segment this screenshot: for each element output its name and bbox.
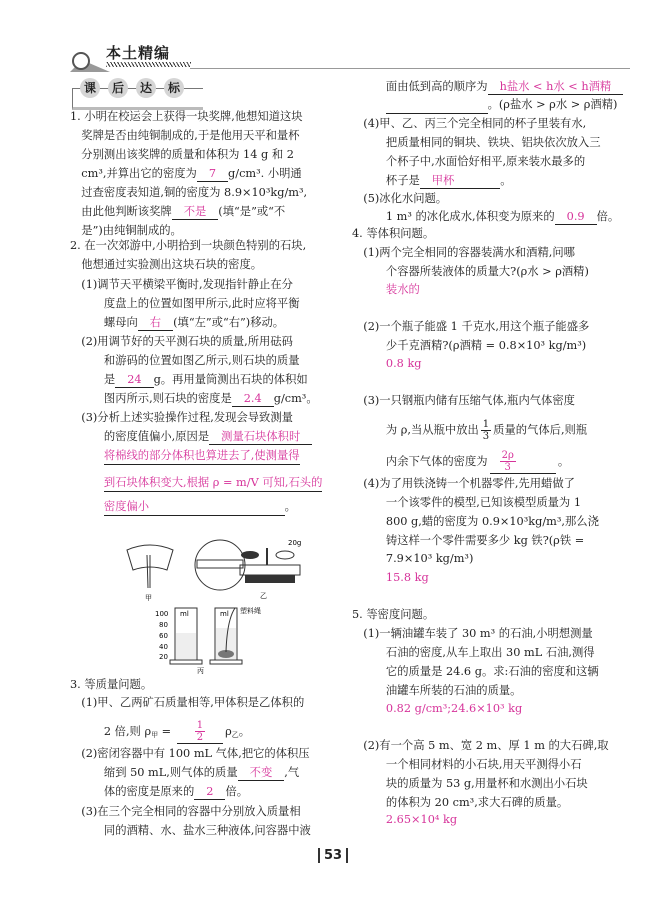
answer-blank: 不是 <box>172 205 219 220</box>
title-hatch <box>106 62 191 67</box>
text-line <box>70 765 299 781</box>
text-segment: (2)有一个高 5 m、宽 2 m、厚 1 m 的大石碑,取 <box>352 739 609 752</box>
text-segment: 。 <box>238 725 251 738</box>
text-segment: 他想通过实验测出这块石块的密度。 <box>70 258 263 271</box>
text-segment: 1. 小明在校运会上获得一块奖牌,他想知道这块 <box>70 110 303 123</box>
text-segment: 一个相同材料的小石块,用天平测得小石 <box>352 758 582 771</box>
text-segment: 它的质量是 24.6 g。求:石油的密度和这辆 <box>352 665 599 678</box>
text-line <box>352 338 586 354</box>
text-segment <box>70 476 104 489</box>
text-segment: (2)用调节好的天平测石块的质量,所用砝码 <box>70 335 293 348</box>
rope-label: 塑料绳 <box>240 607 261 615</box>
text-line <box>352 209 619 225</box>
answer-blank: h盐水 < h水 < h酒精 <box>488 80 624 95</box>
text-line <box>70 109 303 125</box>
text-line <box>352 626 593 642</box>
section-label <box>72 78 212 108</box>
text-segment: 倍。 <box>596 210 620 223</box>
text-segment: 和游码的位置如图乙所示,则石块的质量 <box>70 354 300 367</box>
fraction-part: 2ρ <box>501 450 514 461</box>
answer-text: 0.8 kg <box>385 357 422 370</box>
text-line <box>70 334 293 350</box>
section-chip: 标 <box>164 78 184 98</box>
text-segment: 体的密度是原来的 <box>70 785 195 798</box>
answer-line: 到石块体积变大,根据 ρ = m/V 可知,石头的 <box>104 475 323 492</box>
text-line <box>352 135 601 151</box>
figure-label-yi: 乙 <box>260 592 267 600</box>
experiment-figure <box>115 530 315 675</box>
text-line <box>352 645 595 661</box>
fraction <box>177 720 223 744</box>
text-segment: 4. 等体积问题。 <box>352 227 435 240</box>
answer-blank: 0.9 <box>555 210 597 225</box>
text-line <box>352 356 422 372</box>
text-line <box>352 79 623 95</box>
text-line <box>70 238 306 254</box>
text-segment <box>352 98 386 111</box>
text-segment: 质量的气体后,则瓶 <box>493 423 588 437</box>
text-line <box>352 757 582 773</box>
text-segment: g/cm³。 <box>273 392 318 405</box>
text-segment: 3. 等质量问题。 <box>70 678 153 691</box>
text-line <box>70 315 284 331</box>
subscript: 甲 <box>151 731 159 739</box>
answer-blank: 24 <box>115 373 153 388</box>
fraction <box>481 419 491 442</box>
text-line <box>352 226 434 242</box>
text-segment: (1)调节天平横梁平衡时,发现指针静止在分 <box>70 278 293 291</box>
text-segment: 杯子是 <box>352 174 420 187</box>
text-line <box>352 264 589 280</box>
text-line <box>352 97 617 114</box>
text-segment: (填“左”或“右”)移动。 <box>173 316 285 329</box>
answer-text: 装水的 <box>385 283 420 296</box>
text-line <box>352 495 581 511</box>
text-segment: 2. 在一次郊游中,小明拾到一块颜色特别的石块, <box>70 239 307 252</box>
answer-blank: 不变 <box>238 766 285 781</box>
text-segment: 图丙所示,则石块的密度是 <box>70 392 232 405</box>
text-line <box>352 551 473 567</box>
text-line <box>352 393 575 409</box>
answer-line <box>386 97 488 114</box>
text-segment: 奖牌是否由纯铜制成的,于是他用天平和量杯 <box>70 129 300 142</box>
text-segment: 个容器所装液体的质量大?(ρ水 > ρ酒精) <box>352 265 589 278</box>
text-segment: 少千克酒精?(ρ酒精 = 0.8×10³ kg/m³) <box>352 339 587 352</box>
answer-text: 2.65×10⁴ kg <box>385 813 458 826</box>
text-segment: 。(ρ盐水 > ρ水 > ρ酒精) <box>487 98 618 111</box>
fraction-part: 1 <box>196 720 204 731</box>
text-line <box>352 795 568 811</box>
text-line <box>70 223 182 239</box>
text-line <box>70 277 293 293</box>
text-segment: (3)在三个完全相同的容器中分别放入质量相 <box>70 805 301 818</box>
unit-label: ml <box>220 610 229 618</box>
text-segment: (1)甲、乙两矿石质量相等,甲体积是乙体积的 <box>70 696 305 709</box>
section-chip: 达 <box>136 78 156 98</box>
text-segment: g/cm³. 小明通 <box>228 167 302 180</box>
text-line <box>70 391 318 407</box>
section-chip: 课 <box>80 78 100 98</box>
answer-line: 将棉线的部分体积也算进去了,使测量得 <box>104 448 300 465</box>
text-line <box>352 191 447 207</box>
text-line <box>352 419 587 442</box>
text-line <box>352 154 585 170</box>
weight-label: 20g <box>288 539 302 547</box>
text-segment: 。 <box>557 455 570 468</box>
text-line <box>70 410 293 426</box>
text-segment <box>352 571 386 584</box>
text-line <box>70 204 285 220</box>
text-segment: 800 g,蜡的密度为 0.9×10³kg/m³,那么浇 <box>352 515 599 528</box>
text-segment: 铸这样一个零件需要多少 kg 铁?(ρ铁 = <box>352 534 585 547</box>
text-line <box>70 677 152 693</box>
text-segment: 为 ρ,当从瓶中放出 <box>352 423 479 437</box>
text-line <box>352 683 521 699</box>
figure-label-bing: 丙 <box>197 667 204 675</box>
text-segment: 由此他判断该奖牌 <box>70 205 172 218</box>
tick-label: 20 <box>159 653 168 661</box>
answer-blank: 右 <box>138 316 173 331</box>
text-line <box>352 701 522 717</box>
text-segment: 油罐车所装的石油的质量。 <box>352 684 522 697</box>
text-segment: (5)冰化水问题。 <box>352 192 448 205</box>
header-circle-icon <box>72 52 90 70</box>
text-line <box>352 245 575 261</box>
text-segment: 一个该零件的模型,已知该模型质量为 1 <box>352 496 582 509</box>
text-segment: (1)一辆油罐车装了 30 m³ 的石油,小明想测量 <box>352 627 593 640</box>
text-segment: 5. 等密度问题。 <box>352 608 435 621</box>
text-line <box>70 166 302 182</box>
text-segment: 块的质量为 53 g,用量杯和水测出小石块 <box>352 777 588 790</box>
text-segment <box>352 283 386 296</box>
text-line <box>70 746 310 762</box>
text-line <box>352 812 457 828</box>
text-line <box>352 570 429 586</box>
subscript: 乙 <box>231 731 239 739</box>
text-segment: 2 倍,则 ρ <box>70 725 152 738</box>
text-segment: 螺母向 <box>70 316 138 329</box>
answer-text: 0.82 g/cm³;24.6×10³ kg <box>385 702 523 715</box>
tick-label: 40 <box>159 643 168 651</box>
text-line <box>70 499 296 516</box>
text-line <box>352 450 569 474</box>
text-line <box>352 514 599 530</box>
text-segment: 过查密度表知道,铜的密度为 8.9×10³kg/m³, <box>70 186 308 199</box>
text-segment <box>352 702 386 715</box>
answer-fraction <box>490 450 556 474</box>
tick-label: 60 <box>159 632 168 640</box>
text-segment: 是 <box>70 373 116 386</box>
text-segment: 度盘上的位置如图甲所示,此时应将平衡 <box>70 297 300 310</box>
text-segment: (填“是”或“不 <box>218 205 286 218</box>
answer-blank: 2.4 <box>232 392 274 407</box>
text-segment: cm³,并算出它的密度为 <box>70 167 197 180</box>
text-line <box>352 738 609 754</box>
text-line <box>352 607 434 623</box>
text-segment <box>70 500 104 513</box>
text-segment: (4)为了用铁浇铸一个机器零件,先用蜡做了 <box>352 477 575 490</box>
fraction-part: 2 <box>196 732 204 743</box>
text-segment <box>352 813 386 826</box>
text-line <box>70 429 312 445</box>
text-line <box>70 185 307 201</box>
text-line <box>70 257 262 273</box>
text-line <box>70 475 322 492</box>
text-line <box>352 776 588 792</box>
text-segment: (2)一个瓶子能盛 1 千克水,用这个瓶子能盛多 <box>352 320 590 333</box>
text-segment: g。再用量筒测出石块的体积如 <box>153 373 308 386</box>
balance-figure <box>195 540 300 590</box>
text-segment: 内余下气体的密度为 <box>352 455 488 468</box>
text-segment <box>352 357 386 370</box>
text-line <box>70 823 311 839</box>
text-segment: 面由低到高的顺序为 <box>352 80 488 93</box>
text-line <box>352 282 420 298</box>
text-line <box>70 695 304 711</box>
text-line <box>352 476 575 492</box>
text-line <box>70 448 300 465</box>
text-segment: 分别测出该奖牌的质量和体积为 14 g 和 2 <box>70 148 294 161</box>
answer-blank: 测量石块体积时 <box>209 430 312 445</box>
text-line <box>70 784 248 800</box>
text-segment: 石油的密度,从车上取出 30 mL 石油,测得 <box>352 646 595 659</box>
text-segment: 缩到 50 mL,则气体的质量 <box>70 766 238 779</box>
tick-label: 100 <box>155 610 169 618</box>
text-segment <box>70 449 104 462</box>
text-line <box>352 319 589 335</box>
text-line <box>70 147 294 163</box>
text-segment: 同的酒精、水、盐水三种液体,问容器中液 <box>70 824 311 837</box>
unit-label: ml <box>180 610 189 618</box>
text-segment: = <box>158 725 175 738</box>
text-segment: 。 <box>284 500 296 513</box>
text-segment: (3)分析上述实验操作过程,发现会导致测量 <box>70 411 293 424</box>
text-segment: 个杯子中,水面恰好相平,原来装水最多的 <box>352 155 586 168</box>
text-segment: (3)一只钢瓶内储有压缩气体,瓶内气体密度 <box>352 394 575 407</box>
text-line <box>352 664 599 680</box>
text-segment: 是”)由纯铜制成的。 <box>70 224 182 237</box>
text-segment: (1)两个完全相同的容器装满水和酒精,问哪 <box>352 246 575 259</box>
text-segment: (4)甲、乙、丙三个完全相同的杯子里装有水, <box>352 117 587 130</box>
text-segment: 的密度值偏小,原因是 <box>70 430 210 443</box>
dial-figure <box>127 545 173 588</box>
fraction-part: 3 <box>482 431 490 442</box>
figure-label-jia: 甲 <box>145 594 152 602</box>
answer-text: 15.8 kg <box>385 571 429 584</box>
text-line <box>352 116 586 132</box>
text-line <box>352 173 512 189</box>
text-line <box>352 533 584 549</box>
header-rule <box>190 68 630 69</box>
text-segment: ρ <box>225 725 232 738</box>
tick-label: 80 <box>159 621 168 629</box>
fraction-part: 1 <box>482 419 490 430</box>
section-chip: 后 <box>108 78 128 98</box>
chapter-title: 本土精编 <box>106 44 171 62</box>
chapter-header <box>70 40 630 70</box>
text-segment: 1 m³ 的冰化成水,体积变为原来的 <box>352 210 555 223</box>
text-segment: 。 <box>500 174 512 187</box>
answer-blank: 7 <box>197 167 228 182</box>
text-line <box>70 353 300 369</box>
text-line <box>70 128 300 144</box>
answer-line: 密度偏小 <box>104 499 285 516</box>
fraction-part: 3 <box>504 462 511 473</box>
text-segment: 的体积为 20 cm³,求大石碑的质量。 <box>352 796 569 809</box>
text-segment: 7.9×10³ kg/m³) <box>352 552 474 565</box>
page-number: 53 <box>318 848 348 863</box>
text-line <box>70 296 300 312</box>
text-segment: (2)密闭容器中有 100 mL 气体,把它的体积压 <box>70 747 310 760</box>
text-line <box>70 720 250 744</box>
text-line <box>70 804 301 820</box>
answer-blank: 2 <box>194 785 225 800</box>
text-segment: 倍。 <box>225 785 249 798</box>
text-segment: 把质量相同的铜块、铁块、铝块依次放入三 <box>352 136 601 149</box>
text-line <box>70 372 308 388</box>
answer-blank: 甲杯 <box>420 174 501 189</box>
text-segment: ,气 <box>284 766 300 779</box>
